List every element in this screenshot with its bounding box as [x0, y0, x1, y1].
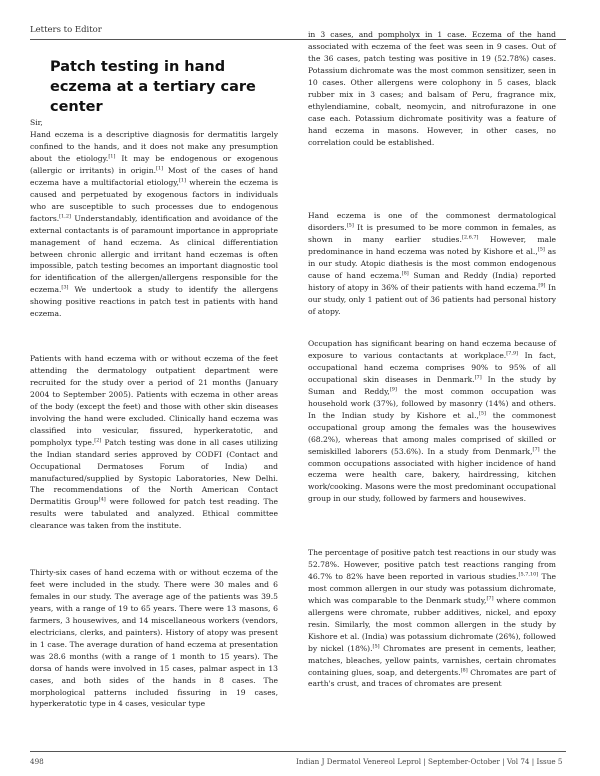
- footer-rule: [30, 751, 566, 752]
- citation-marker: [7]: [532, 446, 540, 453]
- paragraph: The percentage of positive patch test reactions in our study was 52.78%. However, positive patch test reactions ranging from 46.7% to 82% have been reported in various studies.[5,7,10] The most common allergen in our study was potassium dichromate, which was comparable to the Denmark study,[7] where common allergens were chromate, rubber additives, nickel, and epoxy resin. Similarly, the most common allergen in the study by Kishore et al. (India) was potassium dichromate (26%), followed by nickel (18%).[5] Chromates are present in cements, leather, matches, bleaches, yellow paints, varnishes, certain chromates containing glues, soap, and detergents.[8] Chromates are part of earth's crust, and traces of chromates are present: [308, 548, 557, 689]
- citation-marker: [5]: [372, 643, 380, 650]
- citation-marker: [1,2]: [59, 213, 72, 220]
- citation-marker: [5]: [346, 222, 354, 229]
- citation-marker: [8]: [460, 667, 468, 673]
- citation-marker: [9]: [389, 386, 397, 393]
- journal-citation: Indian J Dermatol Venereol Leprol | September-October | Vol 74 | Issue 5: [296, 757, 563, 766]
- paragraph: in 3 cases, and pompholyx in 1 case. Eczema of the hand associated with eczema of the feet was seen in 9 cases. Out of the 36 cases, patch testing was positive in 19 (52.78%) cases. Potassium dichromate was the most common sensitizer, seen in 10 cases. Other allergens were colophony in 5 cases, black rubber mix in 3 cases; and balsam of Peru, fragrance mix, ethylendiamine, cobalt, neomycin, and nitrofurazone in one case each. Potassium dichromate positivity was a feature of hand eczema in masons. However, in other cases, no correlation could be established.: [308, 30, 556, 147]
- citation-marker: [7]: [486, 595, 494, 602]
- paragraph: Patients with hand eczema with or without eczema of the feet attending the dermatology outpatient department were recruited for the study over a period of 21 months (January 2004 to September 2005). Patients with eczema in other areas of the body (except the feet) and those with other skin diseases involving the hand were excluded. Clinically hand eczema was classified into vesicular, fissured, hyperkeratotic, and pompholyx type.[2] Patch testing was done in all cases utilizing the Indian standard series approved by CODFI (Contact and Occupational Dermatoses Forum of India) and manufactured/supplied by Systopic Laboratories, New Delhi. The recommendations of the North American Contact Dermatitis Group[4] were followed for patch test reading. The results were tabulated and analyzed. Ethical committee clearance was taken from the institute.: [30, 354, 279, 531]
- citation-marker: [5]: [478, 410, 487, 417]
- citation-marker: [7]: [474, 374, 482, 381]
- citation-marker: [5,7,10]: [518, 571, 539, 578]
- paragraph: Hand eczema is one of the commonest dermatological disorders.[5] It is presumed to be more common in females, as shown in many earlier studies.[2,6,7] However, male predominance in hand eczema was noted by Kishore et al.,[5] as in our study. Atopic diathesis is the most common endogenous cause of hand eczema.[8] Suman and Reddy (India) reported history of atopy in 36% of their patients with hand eczema.[9] In our study, only 1 patient out of 36 patients had personal history of atopy.: [308, 211, 556, 316]
- citation-marker: [1]: [178, 177, 187, 184]
- section-label: Letters to Editor: [30, 25, 102, 35]
- paragraph: Occupation has significant bearing on hand eczema because of exposure to various contactants at workplace.[7,9] In fact, occupational hand eczema comprises 90% to 95% of all occupational skin diseases in Denmark.[7] In the study by Suman and Reddy,[9] the most common occupation was household work (37%), followed by masonry (14%) and others. In the Indian study by Kishore et al.,[5] the commonest occupational group among the females was the housewives (68.2%), whereas that among males comprised of skilled or semiskilled laborers (53.6%). In a study from Denmark,[7] the common occupations associated with higher incidence of hand eczema were health care, bakery, hairdressing, kitchen work/cooking. Masons were the most predominant occupational group in our study, followed by farmers and housewives.: [308, 339, 557, 504]
- citation-marker: [9]: [538, 282, 546, 289]
- citation-marker: [4]: [98, 496, 106, 503]
- page-number: 498: [30, 757, 44, 766]
- citation-marker: [1]: [156, 165, 164, 172]
- citation-marker: [7,9]: [506, 350, 519, 357]
- paragraph: Hand eczema is a descriptive diagnosis for dermatitis largely confined to the hands, and it does not make any presumption about the etiology.[1] It may be endogenous or exogenous (allergic or irritants) in origin.[1] Most of the cases of hand eczema have a multifactorial etiology,[1] wherein the eczema is caused and perpetuated by exogenous factors in individuals who are susceptible to such processes due to endogenous factors.[1,2] Understandably, identification and avoidance of the external contactants is of paramount importance in appropriate management of hand eczema. As clinical differentiation between chronic allergic and irritant hand eczemas is often impossible, patch testing becomes an important diagnostic tool for identification of the allergen/allergens responsible for the eczema.[3] We undertook a study to identify the allergens showing positive reactions in patch test in patients with hand eczema.: [30, 130, 279, 319]
- citation-marker: [8]: [401, 270, 409, 277]
- citation-marker: [5]: [537, 246, 545, 253]
- citation-marker: [2,6,7]: [461, 234, 479, 241]
- citation-marker: [1]: [108, 153, 116, 160]
- citation-marker: [2]: [94, 437, 102, 444]
- paragraph: Thirty-six cases of hand eczema with or without eczema of the feet were included in the study. There were 30 males and 6 females in our study. The average age of the patients was 39.5 years, with a range of 19 to 65 years. There were 13 masons, 6 farmers, 3 housewives, and 14 miscellaneous workers (vendors, electricians, clerks, and painters). History of atopy was present in 1 case. The average duration of hand eczema at presentation was 28.6 months (with a range of 1 month to 15 years). The dorsa of hands were involved in 15 cases, palmar aspect in 13 cases, and both sides of the hands in 8 cases. The morphological patterns included fissuring in 19 cases, hyperkeratotic type in 4 cases, vesicular type: [30, 568, 278, 709]
- salutation: Sir,: [30, 118, 43, 127]
- article-title: Patch testing in hand eczema at a tertiary care center: [50, 59, 256, 115]
- citation-marker: [3]: [61, 284, 69, 291]
